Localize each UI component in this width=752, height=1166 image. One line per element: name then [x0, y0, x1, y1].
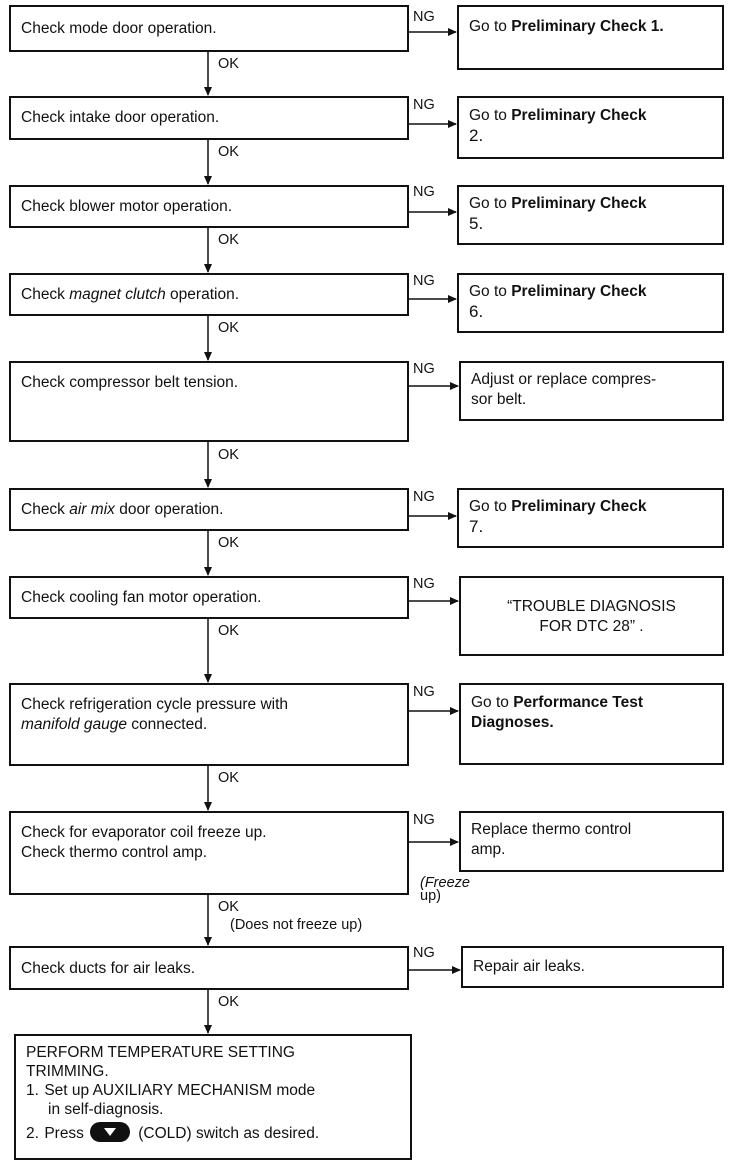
result-box-6 [457, 488, 724, 548]
result-text-3-bold: Preliminary Check [511, 195, 647, 212]
ng-label-7: NG [413, 576, 435, 592]
result-text-1-bold: Preliminary Check 1. [511, 18, 664, 35]
result-text-2-post: 2. [469, 126, 484, 145]
final-item1-number: 1. [26, 1082, 39, 1099]
result-text-6-pre: Go to [469, 498, 512, 515]
result-box-3 [457, 185, 724, 245]
final-item2-pre: Press [44, 1125, 84, 1142]
ng-label-2: NG [413, 97, 435, 113]
step-text-8-post: connected. [127, 716, 208, 733]
ok-label-5: OK [218, 447, 239, 463]
not-freeze-label: (Does not freeze up) [230, 917, 363, 933]
step-text-1: Check mode door operation. [21, 20, 217, 37]
final-item2-post: (COLD) switch as desired. [138, 1125, 320, 1142]
ok-label-10: OK [218, 994, 239, 1010]
result-box-7 [459, 576, 724, 656]
ng-label-9: NG [413, 812, 435, 828]
ok-label-7: OK [218, 623, 239, 639]
step-box-4 [9, 273, 409, 316]
result-text-1-pre: Go to [469, 18, 512, 35]
result-text-5-line1: Adjust or replace compres- [471, 371, 657, 388]
result-text-8-pre: Go to [471, 694, 514, 711]
step-box-8 [9, 683, 409, 766]
ok-label-6: OK [218, 535, 239, 551]
step-text-8-line1: Check refrigeration cycle pressure with [21, 696, 289, 713]
cold-down-arrow-button-icon [90, 1122, 130, 1142]
ng-label-6: NG [413, 489, 435, 505]
result-text-3-pre: Go to [469, 195, 512, 212]
result-text-2-pre: Go to [469, 107, 512, 124]
final-procedure-box [14, 1034, 412, 1160]
step-box-3 [9, 185, 409, 228]
step-text-6-italic: air mix [69, 501, 115, 518]
result-text-8-bold: Performance Test [513, 694, 644, 711]
ng-label-5: NG [413, 361, 435, 377]
final-item1-line1: Set up AUXILIARY MECHANISM mode [44, 1082, 316, 1099]
result-text-3-post: 5. [469, 214, 484, 233]
step-text-7: Check cooling fan motor operation. [21, 589, 262, 606]
final-title-line1: PERFORM TEMPERATURE SETTING [26, 1044, 295, 1061]
result-text-7-line1: “TROUBLE DIAGNOSIS [507, 598, 676, 615]
result-box-4 [457, 273, 724, 333]
step-text-6-post: door operation. [114, 501, 224, 518]
freeze-label-line2: up) [420, 888, 441, 904]
step-box-9 [9, 811, 409, 895]
ok-label-4: OK [218, 320, 239, 336]
result-box-5 [459, 361, 724, 421]
result-text-6-post: 7. [469, 517, 484, 536]
ng-label-10: NG [413, 945, 435, 961]
step-box-2 [9, 96, 409, 140]
result-text-5-line2: sor belt. [471, 391, 527, 408]
result-text-4-pre: Go to [469, 283, 512, 300]
result-box-9 [459, 811, 724, 872]
step-box-10 [9, 946, 409, 990]
step-box-7 [9, 576, 409, 619]
final-item1-line2: in self-diagnosis. [48, 1101, 164, 1118]
step-text-2: Check intake door operation. [21, 109, 220, 126]
step-text-4-pre: Check [21, 286, 70, 303]
ok-label-1: OK [218, 56, 239, 72]
step-text-4-italic: magnet clutch [69, 286, 166, 303]
step-text-4-post: operation. [165, 286, 239, 303]
ok-label-2: OK [218, 144, 239, 160]
final-item2-number: 2. [26, 1125, 39, 1142]
step-text-3: Check blower motor operation. [21, 198, 233, 215]
result-box-10 [461, 946, 724, 988]
step-text-5: Check compressor belt tension. [21, 374, 239, 391]
result-text-9-line1: Replace thermo control [471, 821, 632, 838]
ok-label-3: OK [218, 232, 239, 248]
ok-label-9: OK [218, 899, 239, 915]
result-text-2-bold: Preliminary Check [511, 107, 647, 124]
step-box-6 [9, 488, 409, 531]
step-text-9-line2: Check thermo control amp. [21, 844, 208, 861]
step-text-6-pre: Check [21, 501, 70, 518]
result-box-8 [459, 683, 724, 765]
result-text-9-line2: amp. [471, 841, 506, 858]
step-box-1 [9, 5, 409, 52]
result-text-7-line2: FOR DTC 28” . [539, 618, 644, 635]
freeze-label-line1: (Freeze [420, 875, 470, 891]
result-text-8-bold2: Diagnoses. [471, 714, 554, 731]
result-text-10-line1: Repair air leaks. [473, 958, 585, 975]
ok-label-8: OK [218, 770, 239, 786]
ng-label-3: NG [413, 184, 435, 200]
step-box-5 [9, 361, 409, 442]
step-text-8-italic: manifold gauge [21, 716, 127, 733]
result-text-4-bold: Preliminary Check [511, 283, 647, 300]
ng-label-4: NG [413, 273, 435, 289]
step-text-9-line1: Check for evaporator coil freeze up. [21, 824, 267, 841]
step-text-10: Check ducts for air leaks. [21, 960, 196, 977]
result-box-2 [457, 96, 724, 159]
ng-label-8: NG [413, 684, 435, 700]
final-title-line2: TRIMMING. [26, 1063, 109, 1080]
result-box-1 [457, 5, 724, 70]
ng-label-1: NG [413, 9, 435, 25]
result-text-6-bold: Preliminary Check [511, 498, 647, 515]
result-text-4-post: 6. [469, 302, 484, 321]
